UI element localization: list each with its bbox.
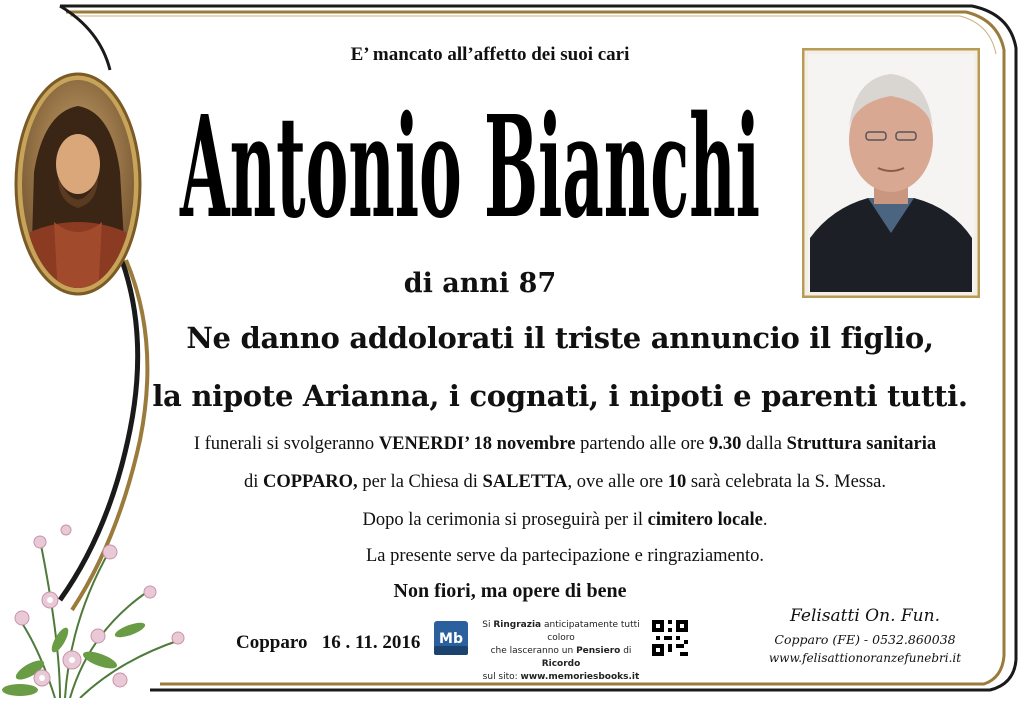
- funeral-day-text: VENERDI’ 18 novembre: [378, 434, 576, 454]
- memories-line-2: [476, 645, 646, 671]
- memoriesbooks-message: [476, 619, 646, 684]
- text-span: sarà celebrata la S. Messa.: [686, 472, 887, 492]
- deceased-name: [170, 76, 770, 246]
- text-span: dalla: [741, 434, 787, 454]
- deceased-portrait-image: [802, 48, 980, 298]
- motto-text: Non fiori, ma opere di bene: [393, 580, 627, 602]
- text-span: per la Chiesa di: [357, 472, 483, 492]
- text-span: di: [620, 646, 632, 656]
- funeral-details-line-4: La presente serve da partecipazione e ringraziamento.: [365, 546, 765, 566]
- announcement-line-1: Ne danno addolorati il triste annuncio il figlio,: [186, 321, 934, 355]
- church-text: SALETTA: [482, 472, 568, 492]
- memoriesbooks-logo-text: Mb: [439, 631, 463, 647]
- qr-code-icon[interactable]: [652, 620, 688, 656]
- text-span: Ringrazia: [493, 620, 542, 630]
- funeral-details-line-3: [130, 510, 1000, 531]
- intro-text: E’ mancato all’affetto dei suoi cari: [350, 44, 630, 65]
- text-span: Pensiero: [576, 646, 621, 656]
- christ-portrait-image: [14, 72, 142, 296]
- text-span: Dopo la cerimonia si proseguirà per il: [362, 510, 648, 530]
- departure-place-text: Struttura sanitaria: [786, 434, 937, 454]
- text-span: I funerali si svolgeranno: [193, 434, 379, 454]
- funeral-home-phone: Copparo (FE) - 0532.860038: [774, 632, 956, 647]
- cemetery-text: cimitero locale: [647, 510, 763, 530]
- memories-line-1: [476, 619, 646, 645]
- text-span: Ricordo: [541, 659, 581, 669]
- town-text: COPPARO,: [262, 472, 358, 492]
- memoriesbooks-link[interactable]: www.memoriesbooks.it: [520, 672, 640, 682]
- announcement-line-2: la nipote Arianna, i cognati, i nipoti e parenti tutti.: [152, 379, 968, 413]
- text-span: , ove alle ore: [567, 472, 668, 492]
- text-span: che lasceranno un: [490, 646, 577, 656]
- text-span: di: [243, 472, 263, 492]
- funeral-home-website[interactable]: www.felisattionoranzefunebri.it: [768, 651, 962, 665]
- text-span: Si: [482, 620, 494, 630]
- mass-time-text: 10: [667, 472, 687, 492]
- funeral-home-name: Felisatti On. Fun.: [790, 606, 940, 626]
- funeral-details-line-2: [130, 472, 1000, 493]
- text-span: partendo alle ore: [575, 434, 710, 454]
- text-span: .: [762, 510, 768, 530]
- memories-line-3: [476, 671, 646, 684]
- place-date-text: Copparo 16 . 11. 2016: [236, 632, 421, 653]
- departure-time-text: 9.30: [709, 434, 742, 454]
- age-text: di anni 87: [403, 268, 557, 299]
- memoriesbooks-logo-icon: [433, 620, 469, 656]
- funeral-home-block: [760, 606, 970, 665]
- funeral-details-line-1: [130, 434, 1000, 455]
- text-span: anticipatamente tutti coloro: [541, 620, 640, 643]
- deceased-name-text: Antonio Bianchi: [179, 86, 761, 246]
- text-span: sul sito:: [482, 672, 521, 682]
